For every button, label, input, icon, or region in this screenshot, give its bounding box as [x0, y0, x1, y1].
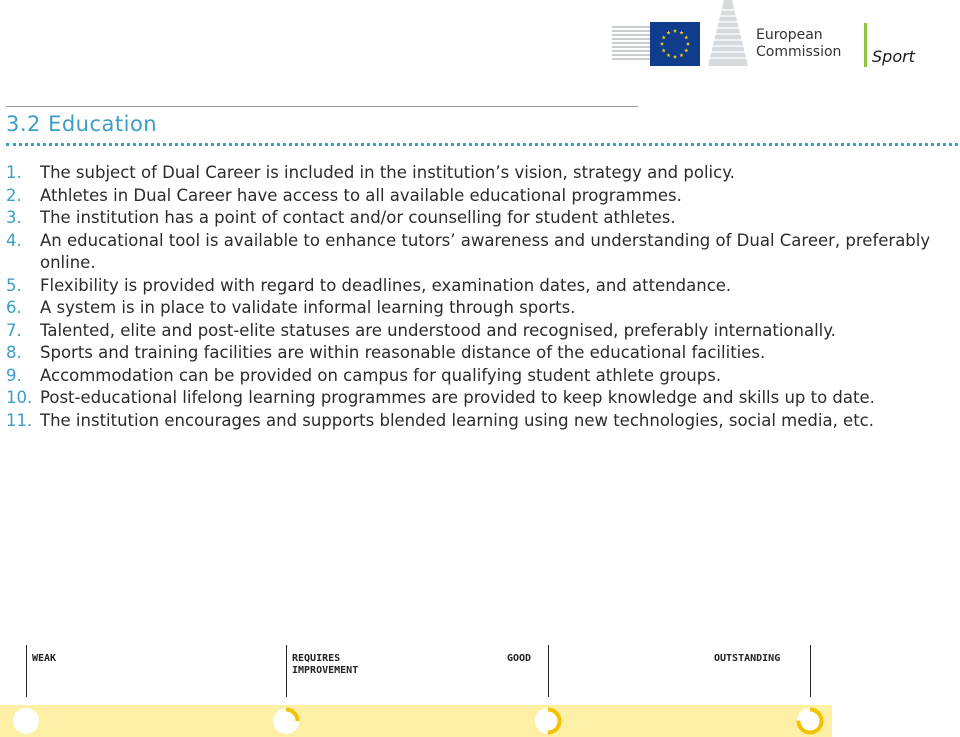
criteria-item-number: 8. [6, 343, 22, 362]
criteria-item [6, 320, 946, 343]
logo-green-divider [864, 23, 867, 67]
criteria-item-text: Flexibility is provided with regard to deadlines, examination dates, and attendance. [40, 275, 732, 295]
criteria-item [6, 275, 946, 298]
logo-stripes-decoration [612, 26, 652, 62]
criteria-item-number: 10. [6, 388, 33, 407]
criteria-item [6, 297, 946, 320]
criteria-item [6, 185, 946, 208]
criteria-item-text: The institution encourages and supports blended learning using new technologies, social media, etc. [40, 410, 874, 430]
criteria-item-text: The subject of Dual Career is included in the institution’s vision, strategy and policy. [40, 163, 735, 182]
scale-label-requires-line2: IMPROVEMENT [292, 665, 359, 676]
criteria-item-text: The institution has a point of contact and/or counselling for student athletes. [40, 208, 676, 227]
scale-tick-good [548, 645, 549, 697]
criteria-item-number: 9. [6, 365, 22, 385]
eu-flag-icon [650, 22, 700, 66]
logo-sport-label: Sport [872, 47, 915, 66]
criteria-item-text: An educational tool is available to enhance tutors’ awareness and understanding of Dual Career, preferably online. [40, 230, 931, 272]
logo-org-line2: Commission [756, 44, 842, 60]
rating-scale [0, 645, 960, 737]
section-title: 3.2 Education [6, 112, 158, 136]
logo-org-line1: European [756, 27, 823, 43]
scale-tick-outstanding [810, 645, 811, 697]
european-commission-sport-logo [606, 0, 946, 80]
rating-dot-weak[interactable] [10, 705, 42, 737]
criteria-item [6, 207, 946, 230]
logo-organisation-name [756, 27, 876, 61]
rating-dot-good[interactable] [532, 705, 564, 737]
criteria-item-number: 3. [6, 208, 22, 227]
criteria-item [6, 387, 946, 410]
criteria-item-number: 4. [6, 230, 22, 250]
section-dotted-rule [6, 143, 958, 146]
criteria-item-number: 6. [6, 298, 22, 317]
criteria-item-text: Athletes in Dual Career have access to all available educational programmes. [40, 185, 682, 205]
criteria-item [6, 162, 946, 185]
criteria-item [6, 365, 946, 388]
scale-label-requires-improvement [292, 653, 358, 677]
rating-dot-outstanding[interactable] [794, 705, 826, 737]
criteria-item [6, 342, 946, 365]
criteria-item-text: Talented, elite and post-elite statuses are understood and recognised, preferably internationally. [40, 320, 836, 340]
criteria-item-number: 1. [6, 163, 22, 182]
scale-label-good: GOOD [507, 653, 532, 664]
criteria-item [6, 410, 946, 433]
section-top-rule [6, 106, 638, 107]
rating-dot-requires-improvement[interactable] [270, 705, 302, 737]
criteria-item-number: 11. [6, 410, 33, 430]
scale-label-weak: WEAK [32, 653, 57, 664]
criteria-item-text: Post-educational lifelong learning programmes are provided to keep knowledge and skills up to date. [40, 388, 875, 407]
criteria-item-text: A system is in place to validate informal learning through sports. [40, 298, 576, 317]
berlaymont-building-icon [704, 0, 752, 66]
rating-scale-track [0, 705, 832, 737]
scale-label-outstanding: OUTSTANDING [714, 653, 781, 664]
criteria-item [6, 230, 946, 275]
criteria-list [6, 162, 946, 432]
scale-tick-weak [26, 645, 27, 697]
criteria-item-number: 7. [6, 320, 22, 340]
scale-tick-requires-improvement [286, 645, 287, 697]
criteria-item-text: Sports and training facilities are within reasonable distance of the educational facilities. [40, 343, 766, 362]
criteria-item-number: 5. [6, 275, 22, 295]
criteria-item-text: Accommodation can be provided on campus for qualifying student athlete groups. [40, 365, 722, 385]
scale-label-requires-line1: REQUIRES [292, 653, 341, 664]
criteria-item-number: 2. [6, 185, 22, 205]
